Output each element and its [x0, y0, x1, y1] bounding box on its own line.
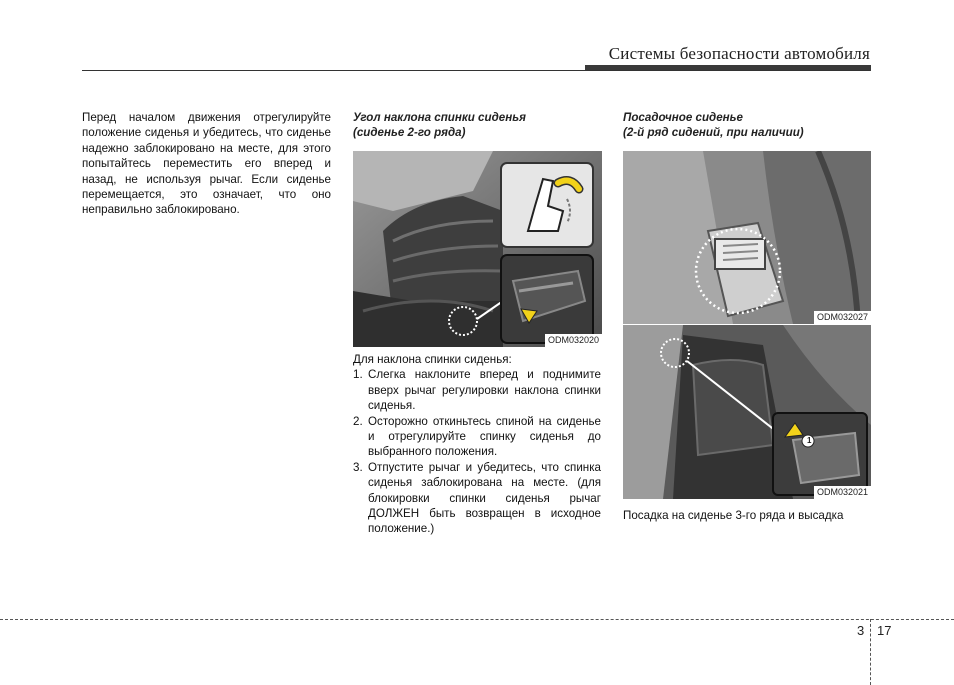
section-title-line2: (2-й ряд сидений, при наличии)	[623, 126, 804, 140]
figure-seatbelt	[623, 151, 871, 324]
header-rule	[82, 70, 870, 71]
section-title-entry-seat	[623, 110, 804, 141]
section-title-recline	[353, 110, 526, 141]
step-item	[353, 367, 601, 413]
footer-divider	[870, 619, 871, 685]
intro-paragraph: Перед началом движения отрегулируйте положение сиденья и убедитесь, что сиденье надежно заблокировано на месте, для этого попытайтесь переместить его вперед и назад, не используя рычаг. Если сиденье перемещается, это означает, что оно неправильно заблокировано.	[82, 111, 331, 217]
section-title-line1: Угол наклона спинки сиденья	[353, 111, 526, 124]
seatbelt-illustration	[623, 151, 871, 324]
section-title-line2: (сиденье 2-го ряда)	[353, 126, 466, 140]
footer-dashed-rule	[0, 619, 954, 620]
recline-instructions	[353, 352, 601, 537]
figure-code: ODM032027	[814, 311, 871, 324]
step-number: 2.	[353, 414, 363, 428]
step-number: 3.	[353, 460, 363, 474]
step-number: 1.	[353, 368, 363, 382]
step-item	[353, 460, 601, 537]
instructions-intro: Для наклона спинки сиденья:	[353, 353, 512, 366]
page-header-title: Системы безопасности автомобиля	[608, 44, 870, 63]
figure-code: ODM032020	[545, 334, 602, 347]
section-title-line1: Посадочное сиденье	[623, 111, 743, 124]
third-row-access-illustration	[623, 325, 871, 499]
step-text: Слегка наклоните вперед и поднимите вверх рычаг регулировки наклона спинки сиденья.	[368, 368, 601, 413]
steps-list	[353, 367, 601, 536]
inset-marker: 1	[807, 436, 812, 445]
section-number: 3	[857, 623, 865, 638]
step-text: Осторожно откиньтесь спиной на сиденье и отрегулируйте спинку сиденья до выбранного положения.	[368, 414, 601, 459]
step-text: Отпустите рычаг и убедитесь, что спинка сиденья заблокирована на месте. (для блокировки спинки сиденья рычаг ДОЛЖЕН быть возвращен в исходное положение.)	[368, 460, 601, 536]
figure-code: ODM032021	[814, 486, 871, 499]
page-number: 17	[877, 623, 892, 638]
figure-third-row-access	[623, 325, 871, 499]
seat-recline-illustration	[353, 151, 602, 347]
figure-seat-recline	[353, 151, 602, 347]
figure-caption: Посадка на сиденье 3-го ряда и высадка	[623, 509, 844, 522]
step-item	[353, 414, 601, 460]
